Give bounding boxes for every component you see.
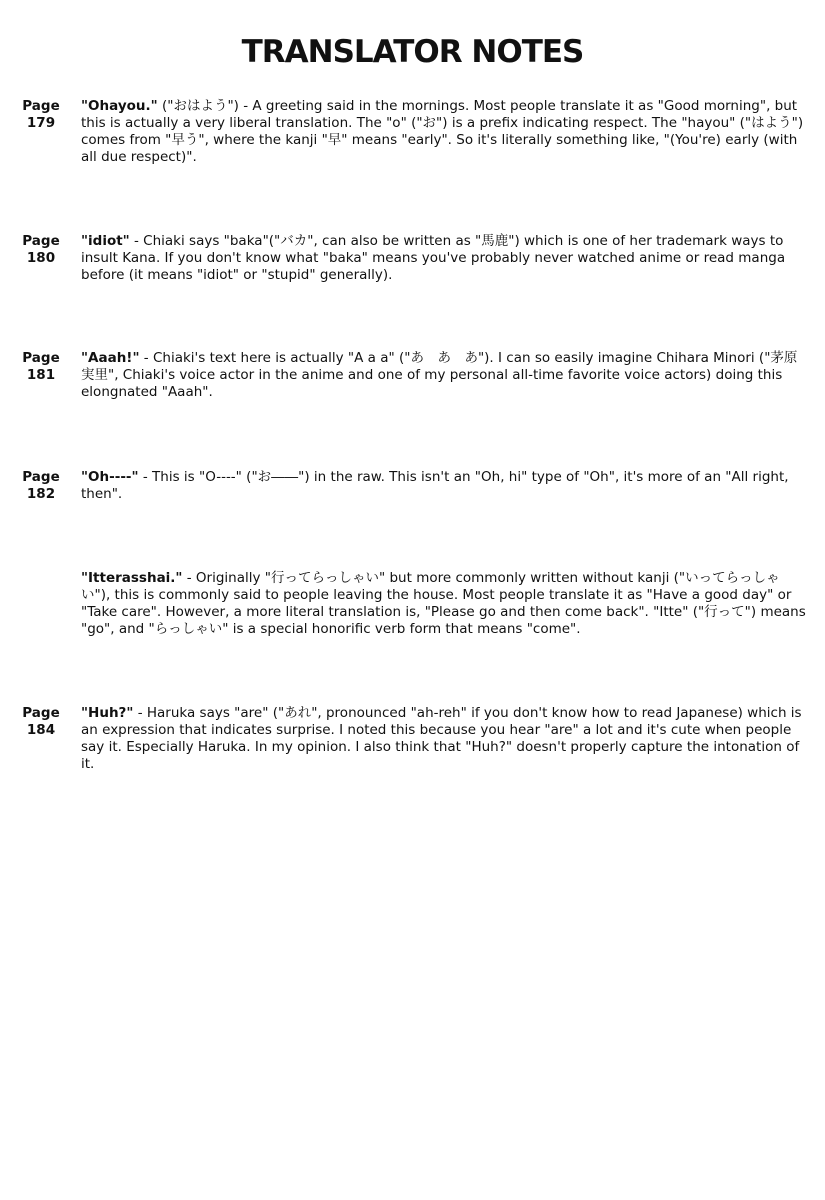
note-text <box>81 233 807 284</box>
page-label: Page <box>22 705 60 721</box>
note-term: "Huh?" <box>81 705 134 721</box>
note-term: "Oh----" <box>81 469 139 485</box>
page-reference <box>18 469 64 503</box>
note-text <box>81 705 807 773</box>
note-explanation: - Chiaki's text here is actually "A a a" ("あ あ あ"). I can so easily imagine Chihara Minori ("茅原実里", Chiaki's voice actor in the anime and one of my personal all-time favorite voice actors) doing this elongnated "Aaah". <box>81 350 798 400</box>
page-title: TRANSLATOR NOTES <box>241 34 584 70</box>
note-text <box>81 469 807 503</box>
note-text <box>81 98 807 166</box>
page-number: 180 <box>26 250 56 266</box>
note-explanation: ("おはよう") - A greeting said in the mornings. Most people translate it as "Good morning", but this is actually a very liberal translation. The "o" ("お") is a prefix indicating respect. The "hayou" ("はよう") comes from "早う", where the kanji "早" means "early". So it's literally something like, "(You're) early (with all due respect)". <box>81 98 804 165</box>
note-term: "Aaah!" <box>81 350 140 366</box>
note-text <box>81 350 807 401</box>
page-number: 181 <box>26 367 56 383</box>
page-label: Page <box>22 469 60 485</box>
page-number: 182 <box>26 486 56 502</box>
note-text <box>81 570 807 638</box>
note-term: "Itterasshai." <box>81 570 183 586</box>
page-label: Page <box>22 98 60 114</box>
note-explanation: - Haruka says "are" ("あれ", pronounced "ah-reh" if you don't know how to read Japanese) which is an expression that indicates surprise. I noted this because you hear "are" a lot and it's cute when people say it. Especially Haruka. In my opinion. I also think that "Huh?" doesn't properly capture the intonation of it. <box>81 705 802 772</box>
note-explanation: - This is "O----" ("お――") in the raw. This isn't an "Oh, hi" type of "Oh", it's more of an "All right, then". <box>81 469 789 502</box>
page-reference <box>18 705 64 739</box>
page-reference <box>18 350 64 384</box>
note-term: "idiot" <box>81 233 130 249</box>
note-explanation: - Originally "行ってらっしゃい" but more commonly written without kanji ("いってらっしゃい"), this is commonly said to people leaving the house. Most people translate it as "Have a good day" or "Take care". However, a more literal translation is, "Please go and then come back". "Itte" ("行って") means "go", and "らっしゃい" is a special honorific verb form that means "come". <box>81 570 806 637</box>
page-label: Page <box>22 233 60 249</box>
note-explanation: - Chiaki says "baka"("バカ", can also be written as "馬鹿") which is one of her trademark ways to insult Kana. If you don't know what "baka" means you've probably never watched anime or read manga before (it means "idiot" or "stupid" generally). <box>81 233 786 283</box>
page-number: 179 <box>26 115 56 131</box>
note-term: "Ohayou." <box>81 98 158 114</box>
page-reference <box>18 98 64 132</box>
page-number: 184 <box>26 722 56 738</box>
page-label: Page <box>22 350 60 366</box>
page-reference <box>18 233 64 267</box>
